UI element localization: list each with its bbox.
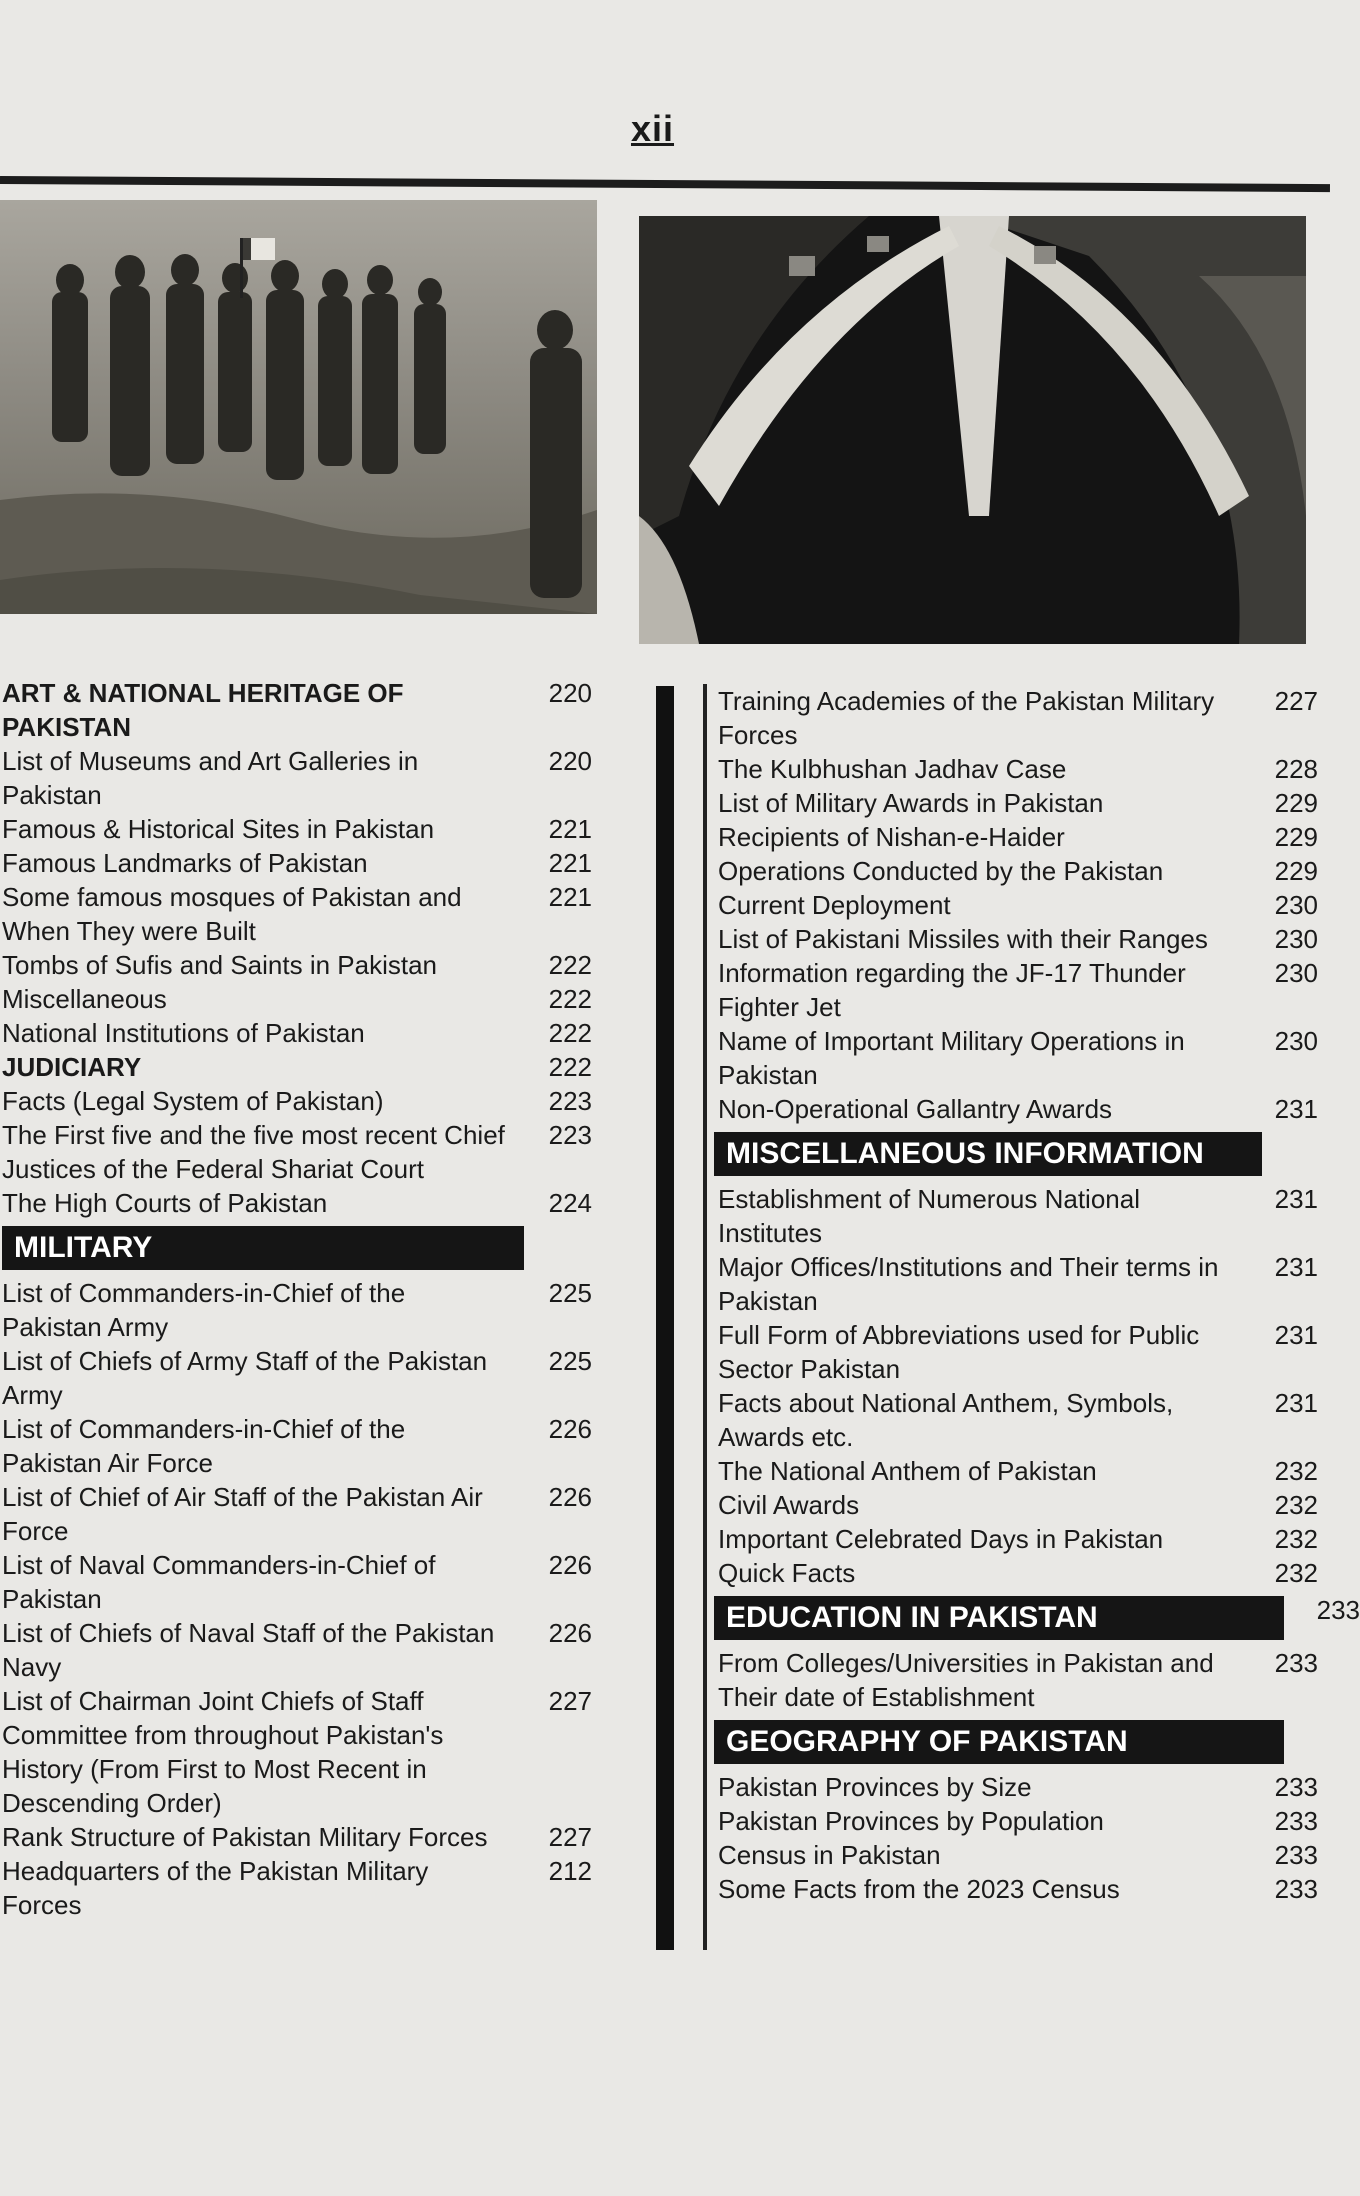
toc-entry-page: 229: [1274, 856, 1318, 886]
toc-entry[interactable]: [718, 1386, 1318, 1454]
toc-entry[interactable]: [2, 880, 602, 948]
toc-entry-title: Major Offices/Institutions and Their terms in Pakistan: [718, 1252, 1219, 1316]
toc-entry-page: 230: [1274, 1026, 1318, 1056]
toc-entry-page: 226: [548, 1550, 592, 1580]
toc-entry[interactable]: [718, 1804, 1318, 1838]
toc-entry-page: 221: [548, 882, 592, 912]
toc-entry-title: Operations Conducted by the Pakistan: [718, 856, 1164, 886]
toc-entry-title: Census in Pakistan: [718, 1840, 941, 1870]
toc-entry[interactable]: [2, 1186, 602, 1220]
column-divider-thin: [703, 684, 707, 1950]
section-header: GEOGRAPHY OF PAKISTAN: [714, 1720, 1284, 1764]
toc-entry-title: Civil Awards: [718, 1490, 860, 1520]
toc-entry-title: Some Facts from the 2023 Census: [718, 1874, 1120, 1904]
toc-entry-title: Miscellaneous: [2, 984, 167, 1014]
toc-entry[interactable]: [718, 1838, 1318, 1872]
toc-entry-page: 226: [548, 1618, 592, 1648]
toc-entry[interactable]: [718, 820, 1318, 854]
toc-entry[interactable]: [2, 1548, 602, 1616]
toc-entry-page: 233: [1274, 1806, 1318, 1836]
toc-entry-title: List of Chiefs of Army Staff of the Pakistan Army: [2, 1346, 488, 1410]
toc-entry[interactable]: [2, 1480, 602, 1548]
toc-entry[interactable]: [718, 1250, 1318, 1318]
toc-entry[interactable]: [2, 1854, 602, 1922]
toc-entry-page: 231: [1274, 1320, 1318, 1350]
toc-entry-page: 221: [548, 848, 592, 878]
toc-entry-title: Rank Structure of Pakistan Military Forces: [2, 1822, 488, 1852]
toc-entry-title: Facts about National Anthem, Symbols, Awards etc.: [718, 1388, 1174, 1452]
toc-entry[interactable]: [718, 922, 1318, 956]
monument-photo: [639, 216, 1306, 644]
toc-entry-page: 232: [1274, 1490, 1318, 1520]
toc-entry-page: 223: [548, 1086, 592, 1116]
toc-entry-page: 222: [548, 984, 592, 1014]
section-header: MILITARY: [2, 1226, 524, 1270]
toc-left-column: [2, 676, 602, 1922]
toc-entry-page: 233: [1274, 1648, 1318, 1678]
toc-entry-title: List of Pakistani Missiles with their Ranges: [718, 924, 1208, 954]
toc-entry[interactable]: [2, 1412, 602, 1480]
toc-entry-title: National Institutions of Pakistan: [2, 1018, 365, 1048]
toc-entry-title: List of Chiefs of Naval Staff of the Pakistan Navy: [2, 1618, 495, 1682]
toc-entry[interactable]: [718, 1182, 1318, 1250]
toc-entry-title: The National Anthem of Pakistan: [718, 1456, 1097, 1486]
toc-entry[interactable]: [718, 1646, 1318, 1714]
toc-entry-title: Information regarding the JF-17 Thunder Fighter Jet: [718, 958, 1186, 1022]
toc-entry[interactable]: [718, 752, 1318, 786]
toc-entry-title: JUDICIARY: [2, 1052, 142, 1082]
toc-entry-title: Tombs of Sufis and Saints in Pakistan: [2, 950, 438, 980]
toc-entry-page: 229: [1274, 788, 1318, 818]
toc-entry-title: Important Celebrated Days in Pakistan: [718, 1524, 1164, 1554]
toc-entry-title: Full Form of Abbreviations used for Public Sector Pakistan: [718, 1320, 1200, 1384]
toc-entry[interactable]: [718, 786, 1318, 820]
top-rule: [0, 176, 1330, 192]
toc-entry-title: ART & NATIONAL HERITAGE OF PAKISTAN: [2, 678, 404, 742]
toc-entry[interactable]: [2, 1820, 602, 1854]
toc-entry-page: 233: [1274, 1772, 1318, 1802]
toc-entry-title: Headquarters of the Pakistan Military Forces: [2, 1856, 429, 1920]
toc-entry-page: 232: [1274, 1524, 1318, 1554]
section-header: EDUCATION IN PAKISTAN 233: [714, 1596, 1284, 1640]
toc-entry[interactable]: [2, 1016, 602, 1050]
toc-entry-page: 231: [1274, 1252, 1318, 1282]
toc-entry-title: List of Military Awards in Pakistan: [718, 788, 1104, 818]
toc-entry-title: Name of Important Military Operations in Pakistan: [718, 1026, 1185, 1090]
toc-entry[interactable]: [2, 1684, 602, 1820]
toc-entry-title: Establishment of Numerous National Institutes: [718, 1184, 1140, 1248]
toc-entry[interactable]: [718, 1488, 1318, 1522]
toc-entry-page: 230: [1274, 890, 1318, 920]
toc-entry-title: Famous & Historical Sites in Pakistan: [2, 814, 435, 844]
toc-entry-page: 222: [548, 1018, 592, 1048]
toc-entry-page: 227: [1274, 686, 1318, 716]
toc-entry-title: Quick Facts: [718, 1558, 856, 1588]
toc-entry-page: 226: [548, 1414, 592, 1444]
toc-entry[interactable]: [718, 1770, 1318, 1804]
toc-entry[interactable]: [2, 1616, 602, 1684]
toc-entry-page: 230: [1274, 924, 1318, 954]
toc-entry[interactable]: [718, 888, 1318, 922]
toc-entry-title: Current Deployment: [718, 890, 951, 920]
toc-entry-title: Pakistan Provinces by Population: [718, 1806, 1104, 1836]
toc-entry-page: 227: [548, 1822, 592, 1852]
toc-entry[interactable]: [718, 1872, 1318, 1906]
toc-entry-page: 220: [548, 746, 592, 776]
toc-entry-title: Non-Operational Gallantry Awards: [718, 1094, 1113, 1124]
toc-entry[interactable]: [2, 744, 602, 812]
toc-entry-title: Famous Landmarks of Pakistan: [2, 848, 368, 878]
toc-right-column: [718, 684, 1360, 1906]
section-header: MISCELLANEOUS INFORMATION: [714, 1132, 1262, 1176]
toc-entry-page: 233: [1274, 1874, 1318, 1904]
toc-entry-page: 225: [548, 1278, 592, 1308]
toc-entry-page: 232: [1274, 1456, 1318, 1486]
toc-entry-page: 220: [548, 678, 592, 708]
toc-entry-page: 230: [1274, 958, 1318, 988]
toc-entry-page: 227: [548, 1686, 592, 1716]
toc-entry-title: List of Chairman Joint Chiefs of Staff Committee from throughout Pakistan's History (From First to Most Recent in Descending Order): [2, 1686, 444, 1818]
toc-entry[interactable]: [718, 1024, 1318, 1092]
toc-entry-title: Recipients of Nishan-e-Haider: [718, 822, 1065, 852]
toc-entry[interactable]: [2, 1118, 602, 1186]
toc-entry-page: 222: [548, 950, 592, 980]
toc-entry-title: From Colleges/Universities in Pakistan and Their date of Establishment: [718, 1648, 1214, 1712]
toc-entry[interactable]: [2, 948, 602, 982]
toc-entry-page: 229: [1274, 822, 1318, 852]
toc-entry[interactable]: [718, 1522, 1318, 1556]
toc-entry[interactable]: [2, 676, 602, 744]
toc-entry[interactable]: [718, 684, 1318, 752]
toc-entry-page: 233: [1274, 1840, 1318, 1870]
toc-entry-page: 228: [1274, 754, 1318, 784]
toc-entry-title: The High Courts of Pakistan: [2, 1188, 328, 1218]
toc-entry-page: 231: [1274, 1184, 1318, 1214]
toc-entry[interactable]: [2, 812, 602, 846]
toc-entry[interactable]: [2, 982, 602, 1016]
toc-entry-page: 224: [548, 1188, 592, 1218]
toc-entry-title: Facts (Legal System of Pakistan): [2, 1086, 384, 1116]
toc-entry[interactable]: [2, 1344, 602, 1412]
toc-entry[interactable]: [2, 1084, 602, 1118]
toc-entry[interactable]: [2, 1276, 602, 1344]
toc-entry-title: The Kulbhushan Jadhav Case: [718, 754, 1067, 784]
toc-entry-title: Training Academies of the Pakistan Military Forces: [718, 686, 1215, 750]
page-number: xii: [630, 108, 675, 149]
toc-entry[interactable]: [2, 846, 602, 880]
toc-entry[interactable]: [2, 1050, 602, 1084]
toc-entry[interactable]: [718, 1556, 1318, 1590]
toc-entry-title: List of Naval Commanders-in-Chief of Pakistan: [2, 1550, 436, 1614]
toc-entry-page: 212: [548, 1856, 592, 1886]
toc-entry[interactable]: [718, 1454, 1318, 1488]
toc-entry-page: 232: [1274, 1558, 1318, 1588]
toc-entry-title: The First five and the five most recent Chief Justices of the Federal Shariat Court: [2, 1120, 505, 1184]
toc-entry[interactable]: [718, 956, 1318, 1024]
toc-entry-page: 225: [548, 1346, 592, 1376]
toc-entry-title: Some famous mosques of Pakistan and When They were Built: [2, 882, 462, 946]
toc-entry-page: 222: [548, 1052, 592, 1082]
toc-entry-title: List of Chief of Air Staff of the Pakistan Air Force: [2, 1482, 483, 1546]
toc-entry-title: List of Commanders-in-Chief of the Pakistan Air Force: [2, 1414, 406, 1478]
toc-entry-page: 221: [548, 814, 592, 844]
toc-entry[interactable]: [718, 854, 1318, 888]
column-divider-thick: [656, 686, 674, 1950]
toc-entry-title: Pakistan Provinces by Size: [718, 1772, 1032, 1802]
soldiers-photo: [0, 200, 597, 614]
toc-entry-page: 226: [548, 1482, 592, 1512]
toc-entry-title: List of Commanders-in-Chief of the Pakistan Army: [2, 1278, 406, 1342]
section-page-number: 233: [1316, 1595, 1360, 1625]
toc-entry-page: 223: [548, 1120, 592, 1150]
toc-entry-page: 231: [1274, 1388, 1318, 1418]
toc-entry-page: 231: [1274, 1094, 1318, 1124]
toc-entry-title: List of Museums and Art Galleries in Pakistan: [2, 746, 419, 810]
toc-entry[interactable]: [718, 1092, 1318, 1126]
toc-entry[interactable]: [718, 1318, 1318, 1386]
